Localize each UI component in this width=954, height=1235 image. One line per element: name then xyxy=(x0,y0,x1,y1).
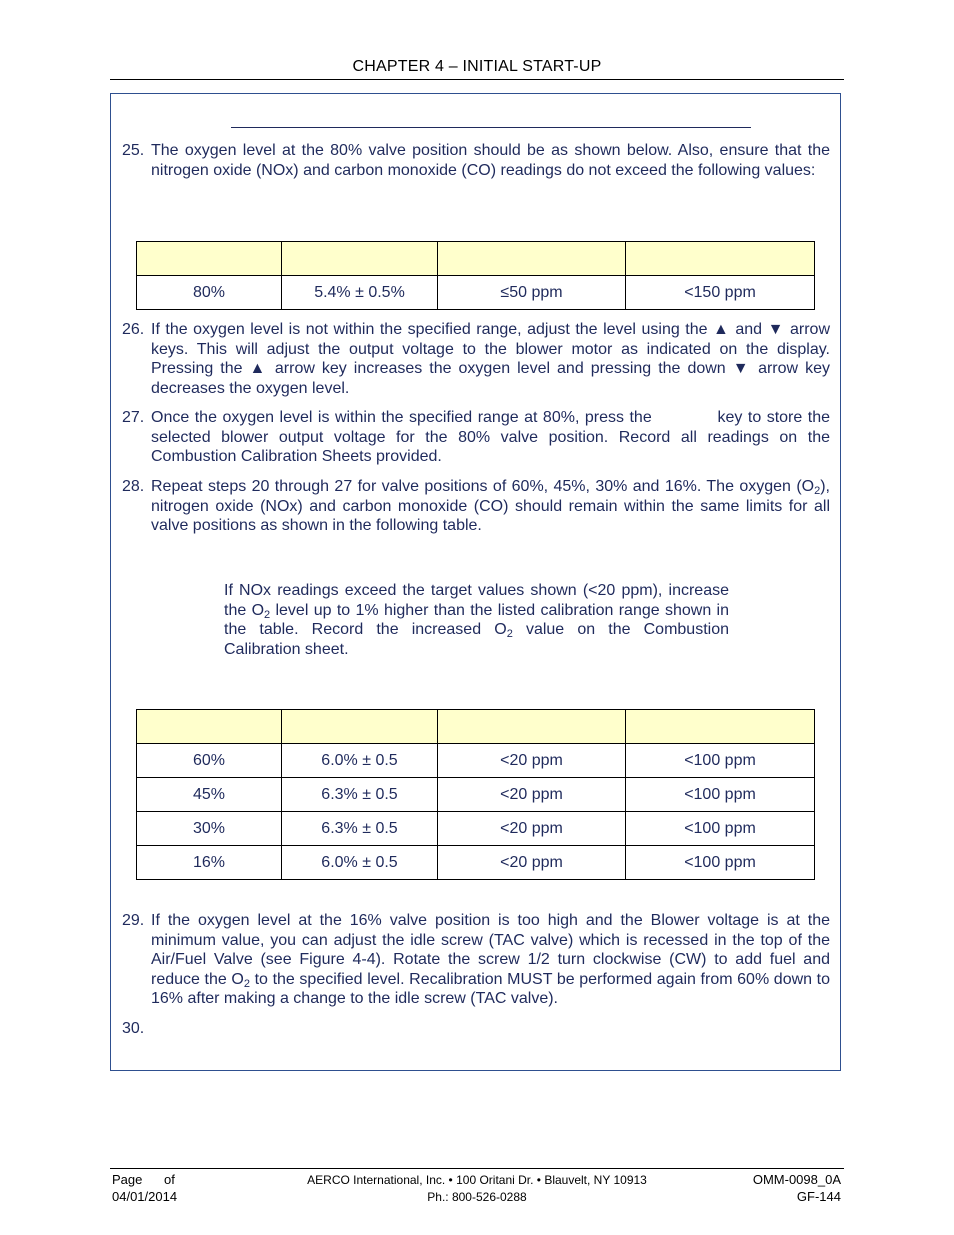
company-address: AERCO International, Inc. • 100 Oritani Dr. • Blauvelt, NY 10913 xyxy=(307,1173,647,1187)
step-number: 28. xyxy=(122,478,145,495)
header-cell xyxy=(626,710,815,744)
co-cell: <100 ppm xyxy=(626,778,815,812)
step-text xyxy=(151,477,830,536)
header-cell xyxy=(438,710,626,744)
document-id: OMM-0098_0A xyxy=(752,1172,841,1187)
footer-date: 04/01/2014 xyxy=(112,1189,178,1204)
valve-position-cell: 30% xyxy=(137,812,282,846)
subscript: 2 xyxy=(506,628,513,641)
step-text: If the oxygen level is not within the specified range, adjust the level using the ▲ and ▼ arrow keys. This will adjust the output voltage to the blower motor as indicated on the display. Pressing the ▲ arrow key increases the oxygen level and pressing the down ▼ arrow key decreases the oxygen level. xyxy=(151,321,830,397)
calibration-table-80 xyxy=(136,241,815,310)
header-divider xyxy=(110,79,844,80)
step-number: 26. xyxy=(122,321,145,338)
table-row xyxy=(137,846,815,880)
header-cell xyxy=(137,710,282,744)
header-cell xyxy=(626,242,815,276)
step-number: 30. xyxy=(122,1020,145,1037)
subscript: 2 xyxy=(264,608,271,621)
co-cell: <100 ppm xyxy=(626,812,815,846)
calibration-table-low-fire xyxy=(136,709,815,880)
step-text-part: Repeat steps 20 through 27 for valve positions of 60%, 45%, 30% and 16%. The oxygen (O xyxy=(151,478,815,495)
table-row xyxy=(137,744,815,778)
nox-note xyxy=(224,581,729,659)
nox-cell: <20 ppm xyxy=(438,846,626,880)
step-text-part: ), nitrogen oxide (NOx) and carbon monoxide (CO) should remain within the same limits for all valve positions as shown in the following table. xyxy=(151,478,830,535)
page-label: Page of xyxy=(112,1172,175,1187)
header-cell xyxy=(137,242,282,276)
form-id: GF-144 xyxy=(796,1189,841,1204)
step-26 xyxy=(122,320,830,398)
nox-cell: ≤50 ppm xyxy=(438,276,626,310)
step-text: Once the oxygen level is within the specified range at 80%, press the key to store the selected blower output voltage for the 80% valve position. Record all readings on the Combustion Calibration Sheets provided. xyxy=(151,409,835,466)
note-text: If NOx readings exceed the target values shown (<20 ppm), increase the O xyxy=(224,582,729,619)
step-text: The oxygen level at the 80% valve position should be as shown below. Also, ensure that the nitrogen oxide (NOx) and carbon monoxide (CO) readings do not exceed the following values: xyxy=(151,142,830,179)
header-cell xyxy=(282,710,438,744)
valve-position-cell: 45% xyxy=(137,778,282,812)
subscript: 2 xyxy=(243,977,250,990)
header-cell xyxy=(438,242,626,276)
step-25 xyxy=(122,141,830,180)
valve-position-cell: 60% xyxy=(137,744,282,778)
nox-cell: <20 ppm xyxy=(438,744,626,778)
step-number: 29. xyxy=(122,912,145,929)
valve-position-cell: 80% xyxy=(137,276,282,310)
step-text xyxy=(151,911,830,1009)
oxygen-cell: 5.4% ± 0.5% xyxy=(282,276,438,310)
co-cell: <150 ppm xyxy=(626,276,815,310)
chapter-title: CHAPTER 4 – INITIAL START-UP xyxy=(352,58,602,75)
header-cell xyxy=(282,242,438,276)
section-heading-rule xyxy=(231,127,751,128)
nox-cell: <20 ppm xyxy=(438,778,626,812)
step-27 xyxy=(122,408,835,467)
oxygen-cell: 6.0% ± 0.5 xyxy=(282,744,438,778)
table-row xyxy=(137,812,815,846)
oxygen-cell: 6.3% ± 0.5 xyxy=(282,778,438,812)
co-cell: <100 ppm xyxy=(626,846,815,880)
subscript: 2 xyxy=(814,485,821,497)
oxygen-cell: 6.3% ± 0.5 xyxy=(282,812,438,846)
note-text: value on the Combustion Calibration sheet. xyxy=(224,621,730,658)
valve-position-cell: 16% xyxy=(137,846,282,880)
step-text-part: If the oxygen level at the 16% valve position is too high and the Blower voltage is at the minimum value, you can adjust the idle screw (TAC valve) which is recessed in the top of the Air/Fuel Valve (see Figure 4-4). Rotate the screw 1/2 turn clockwise (CW) to add fuel and reduce the O xyxy=(151,912,830,988)
footer-divider xyxy=(110,1168,844,1169)
step-number: 27. xyxy=(122,409,145,426)
table-header-row xyxy=(137,710,815,744)
company-phone: Ph.: 800-526-0288 xyxy=(427,1190,527,1204)
step-text-part: to the specified level. Recalibration MUST be performed again from 60% down to 16% after making a change to the idle screw (TAC valve). xyxy=(151,970,831,1008)
oxygen-cell: 6.0% ± 0.5 xyxy=(282,846,438,880)
table-row xyxy=(137,276,815,310)
table-header-row xyxy=(137,242,815,276)
co-cell: <100 ppm xyxy=(626,744,815,778)
note-text: level up to 1% higher than the listed calibration range shown in the table. Record the increased O xyxy=(224,601,729,639)
step-28 xyxy=(122,477,830,536)
step-number: 25. xyxy=(122,142,145,159)
step-29 xyxy=(122,911,830,1009)
nox-cell: <20 ppm xyxy=(438,812,626,846)
table-row xyxy=(137,778,815,812)
